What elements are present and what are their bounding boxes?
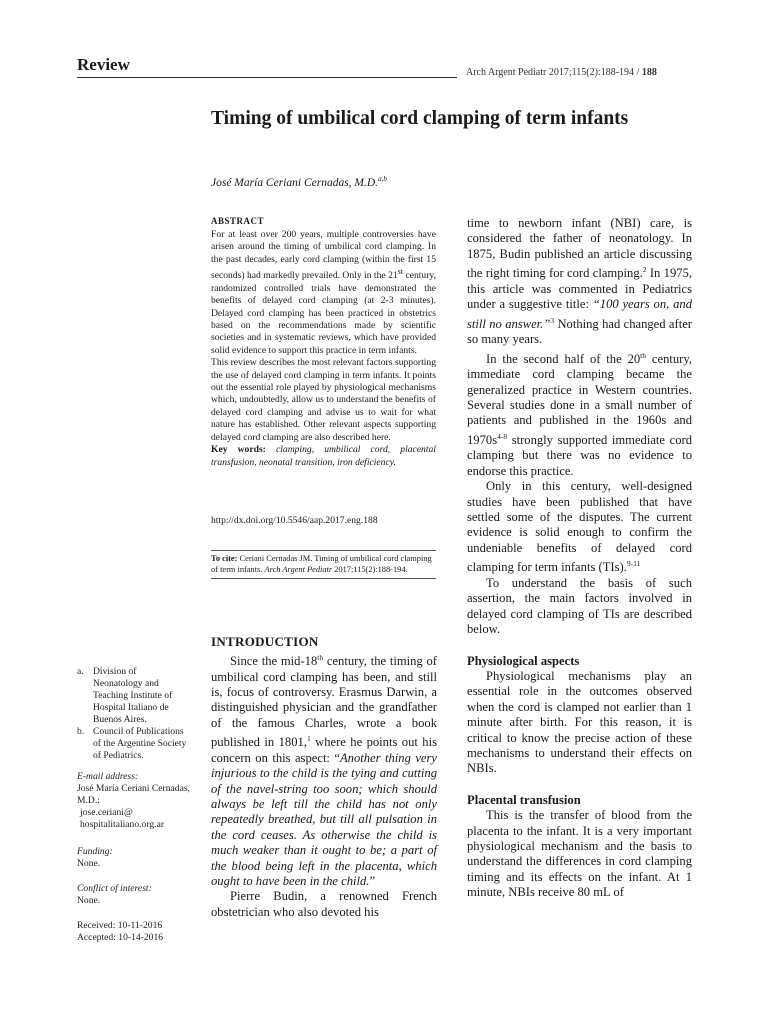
page-number: 188: [641, 67, 657, 78]
conflict: [77, 883, 152, 907]
intro-paragraph-2: Pierre Budin, a renowned French obstetrician who also devoted his: [211, 889, 437, 919]
cite-ref: 2017;115(2):188-194.: [334, 564, 408, 574]
introduction-heading: INTRODUCTION: [211, 634, 319, 649]
right-column-body: [467, 216, 692, 901]
section-label: Review: [77, 55, 130, 74]
funding: [77, 846, 113, 870]
journal-separator: /: [636, 67, 640, 78]
keywords: [211, 444, 436, 469]
cite-label: To cite:: [211, 554, 238, 563]
right-paragraph-5: Physiological mechanisms play an essential role in the outcomes observed when the cord is clamped not earlier than 1 minute after birth. For this reason, it is critical to know the precise action of these mechanisms to understand their effects on NBIs.: [467, 668, 692, 776]
funding-label: Funding:: [77, 846, 113, 857]
email-name: José María Ceriani Cernadas, M.D.:: [77, 783, 190, 806]
funding-value: None.: [77, 858, 101, 869]
journal-name: Arch Argent Pediatr 2017;115(2):188-194: [466, 67, 635, 78]
cite-text: Ceriani Cernadas JM. Timing of umbilical cord clamping of term infants.: [211, 554, 432, 574]
cite-box: [211, 550, 436, 579]
author-name: José María Ceriani Cernadas, M.D.: [211, 176, 379, 189]
keywords-label: Key words:: [211, 444, 266, 456]
conflict-label: Conflict of interest:: [77, 883, 152, 894]
cite-journal: Arch Argent Pediatr: [264, 564, 333, 574]
physiological-aspects-heading: Physiological aspects: [467, 653, 580, 668]
introduction-body: [211, 650, 437, 920]
affiliations: [77, 666, 187, 762]
email-label: E-mail address:: [77, 771, 139, 782]
abstract-paragraph-1: For at least over 200 years, multiple controversies have arisen around the timing of umbilical cord clamping. In the past decades, early cord clamping (within the first 15 seconds) had markedly prevailed. Only in the 21st century, randomized controlled trials have demonstrated the benefits of delayed cord clamping (at 2-3 minutes). Delayed cord clamping has been practiced in obstetrics based on the recommendations made by scientific societies and in systematic reviews, which have provided solid evidence to support this practice in term infants.: [211, 229, 436, 356]
right-paragraph-4: To understand the basis of such assertion, the main factors involved in delayed cord clamping of TIs are described below.: [467, 575, 692, 637]
placental-transfusion-heading: Placental transfusion: [467, 792, 581, 807]
doi-link[interactable]: http://dx.doi.org/10.5546/aap.2017.eng.188: [211, 515, 378, 526]
contact-email: [77, 771, 192, 831]
header-rule: [77, 77, 457, 78]
right-paragraph-6: This is the transfer of blood from the placenta to the infant. It is a very important physiological mechanism and the basis to understand the differences in cord clamping timing and its effects on the infant. At 1 minute, NBIs receive 80 mL of: [467, 808, 692, 900]
accepted-date: Accepted: 10-14-2016: [77, 932, 164, 943]
author: [211, 175, 387, 189]
keywords-text: clamping, umbilical cord, placental transfusion, neonatal transition, iron deficiency.: [211, 444, 436, 468]
dates: [77, 920, 163, 944]
abstract-heading: ABSTRACT: [211, 216, 265, 226]
right-paragraph-2: In the second half of the 20th century, immediate cord clamping became the generalized practice in Western countries. Several studies done in a small number of patients and published in the 1960s and $1970s^{4-8}$ strongly supported immediate cord clamping but there was no evidence to endorse this practice.: [467, 350, 692, 478]
conflict-value: None.: [77, 895, 101, 906]
received-date: Received: 10-11-2016: [77, 920, 163, 931]
right-paragraph-3: Only in this century, well-designed studies have been published that have settled some of the disputes. The current evidence is solid enough to confirm the undeniable benefits of delayed cord clamping for term infants (TIs).$^{9-11}$: [467, 479, 692, 575]
affiliation-b: b. Council of Publications of the Argentine Society of Pediatrics.: [77, 726, 187, 761]
abstract-paragraph-2: This review describes the most relevant factors supporting the use of delayed cord clamping in term infants. It points out the essential role played by physiological mechanisms which, undoubtedly, allow us to understand the benefits of delayed cord clamping and advise us to wait for what nature has established. Other relevant aspects supporting delayed cord clamping are also described here.: [211, 357, 436, 443]
abstract-body: [211, 229, 436, 469]
affiliation-a: a. Division of Neonatology and Teaching Institute of Hospital Italiano de Buenos Aires.: [77, 666, 173, 725]
article-title: Timing of umbilical cord clamping of term infants: [211, 108, 629, 129]
right-paragraph-1: time to newborn infant (NBI) care, is considered the father of neonatology. In 1875, Budin published an article discussing the right timing for cord clamping.$^2$ In 1975, this article was commented in Pediatrics under a suggestive title: “100 years on, and still no answer.”$^3$ Nothing had changed after so many years.: [467, 216, 693, 347]
author-affiliation-marks: a,b: [378, 175, 387, 183]
intro-paragraph-1: Since the mid-18th century, the timing of umbilical cord clamping has been, and still is, focus of controversy. Erasmus Darwin, a distinguished physician and the grandfather of the famous Charles, wrote a book published in 1801,$^1$ where he points out his concern on this aspect: “Another thing very injurious to the child is the tying and cutting of the navel-string too soon; which should always be left till the child has not only repeatedly breathed, but till all pulsation in the cord ceases. As otherwise the child is much weaker than it ought to be; a part of the blood being left in the placenta, which ought to have been in the child.”: [211, 653, 437, 889]
journal-citation: [466, 67, 657, 78]
email-address[interactable]: jose.ceriani@ hospitalitaliano.org.ar: [80, 807, 165, 830]
